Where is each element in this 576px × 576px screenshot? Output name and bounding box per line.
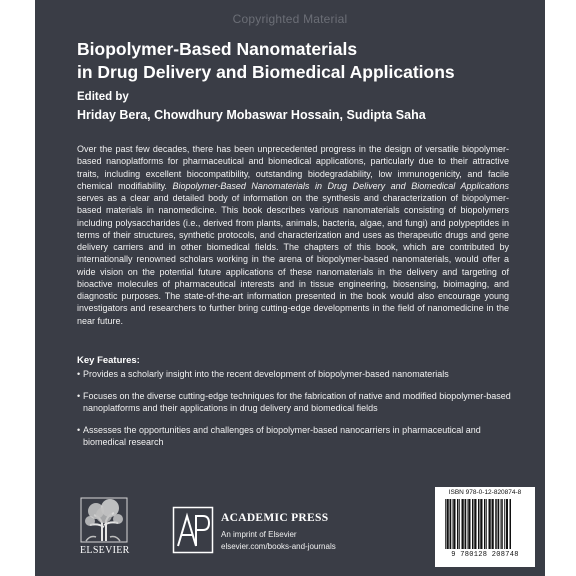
book-description [77,143,509,327]
book-title [77,38,517,84]
barcode-bar [474,499,476,549]
barcode-bar [506,499,508,549]
watermark: Copyrighted Material [232,12,348,26]
barcode-bar [467,499,468,549]
barcode-bar [447,499,449,549]
edited-by-label: Edited by [77,91,129,103]
barcode-bar [468,499,470,549]
barcode-bar [452,499,453,549]
barcode-bar [498,499,500,549]
key-features-list [77,368,517,449]
barcode-digits: 9 780128 208748 [451,551,519,559]
publisher-url: elsevier.com/books-and-journals [221,542,336,551]
description-part-2: serves as a clear and detailed body of information on the synthesis and characterization of biopolymer-based materials in nanomedicine. This book describes various nanomaterials consisting of biopolymers including polysaccharides (i.e., derived from plants, animals, bacteria, algae, and fungi) and polypeptides in terms of their structures, synthetic protocols, and characterization and uses as therapeutic drugs and gene delivery carriers and in other biomedical fields. The chapters of this book, which are contributed by internationally renowned scholars working in the arena of biopolymer-based nanomaterials, would offer a wide vision on the potential future applications of these nanomaterials in the delivery and targeting of bioactive molecules of pharmaceutical interests and in tissue engineering, biosensing, bioimaging, and diagnostic purposes. The state-of-the-art information presented in the book would also encourage young investigators and researchers to further bring cutting-edge developments in the field of nanomedicine in the near future. [77,193,509,326]
barcode-panel [435,487,535,567]
book-title-line-2: in Drug Delivery and Biomedical Applications [77,62,455,82]
elsevier-logo [80,497,128,563]
book-title-line-1: Biopolymer-Based Nanomaterials [77,39,358,59]
barcode-bar [480,499,482,549]
barcode-bar [445,499,446,549]
isbn-label: ISBN 978-0-12-820874-8 [448,489,522,496]
description-italic-title: Biopolymer-Based Nanomaterials in Drug Delivery and Biomedical Applications [172,180,509,191]
barcode-bar [472,499,474,549]
editors-names: Hriday Bera, Chowdhury Mobaswar Hossain, Sudipta Saha [77,108,426,122]
barcode-bar [510,499,512,549]
key-features-heading: Key Features: [77,355,140,366]
publisher-name: ACADEMIC PRESS [221,512,329,524]
elsevier-tree-icon [80,497,128,543]
barcode-bar [450,499,452,549]
barcode-bar [486,499,487,549]
back-cover [35,0,545,576]
barcode-bar [457,499,459,549]
key-feature-item: • Focuses on the diverse cutting-edge techniques for the fabrication of native and modified biopolymer-based nanoplatforms and their applications in drug delivery and biomedical fields [77,390,517,415]
barcode-bar [501,499,503,549]
barcode-bar [484,499,486,549]
description-part-1: Over the past few decades, there has been unprecedented progress in the design of versatile biopolymer-based nanoplatforms for pharmaceutical and biomedical applications, particularly due to their attractive traits, including excellent biocompatibility, outstanding biodegradability, low immunogenicity, and facile chemical modifiability. [77,144,509,191]
barcode-bar [462,499,464,549]
barcode-icon [443,499,527,551]
barcode-bar [504,499,505,549]
barcode-bar [465,499,467,549]
barcode-bar [489,499,491,549]
key-feature-item: • Provides a scholarly insight into the recent development of biopolymer-based nanomaterials [77,368,517,381]
barcode-bar [500,499,501,549]
elsevier-wordmark: ELSEVIER [80,545,130,556]
barcode-bar [492,499,494,549]
barcode-bar [459,499,460,549]
key-feature-item: • Assesses the opportunities and challenges of biopolymer-based nanocarriers in pharmaceutical and biomedical research [77,424,517,449]
barcode-bar [453,499,455,549]
barcode-bar [478,499,480,549]
imprint-text: An imprint of Elsevier [221,530,297,539]
barcode-bar [495,499,497,549]
academic-press-logo-icon [172,506,214,554]
